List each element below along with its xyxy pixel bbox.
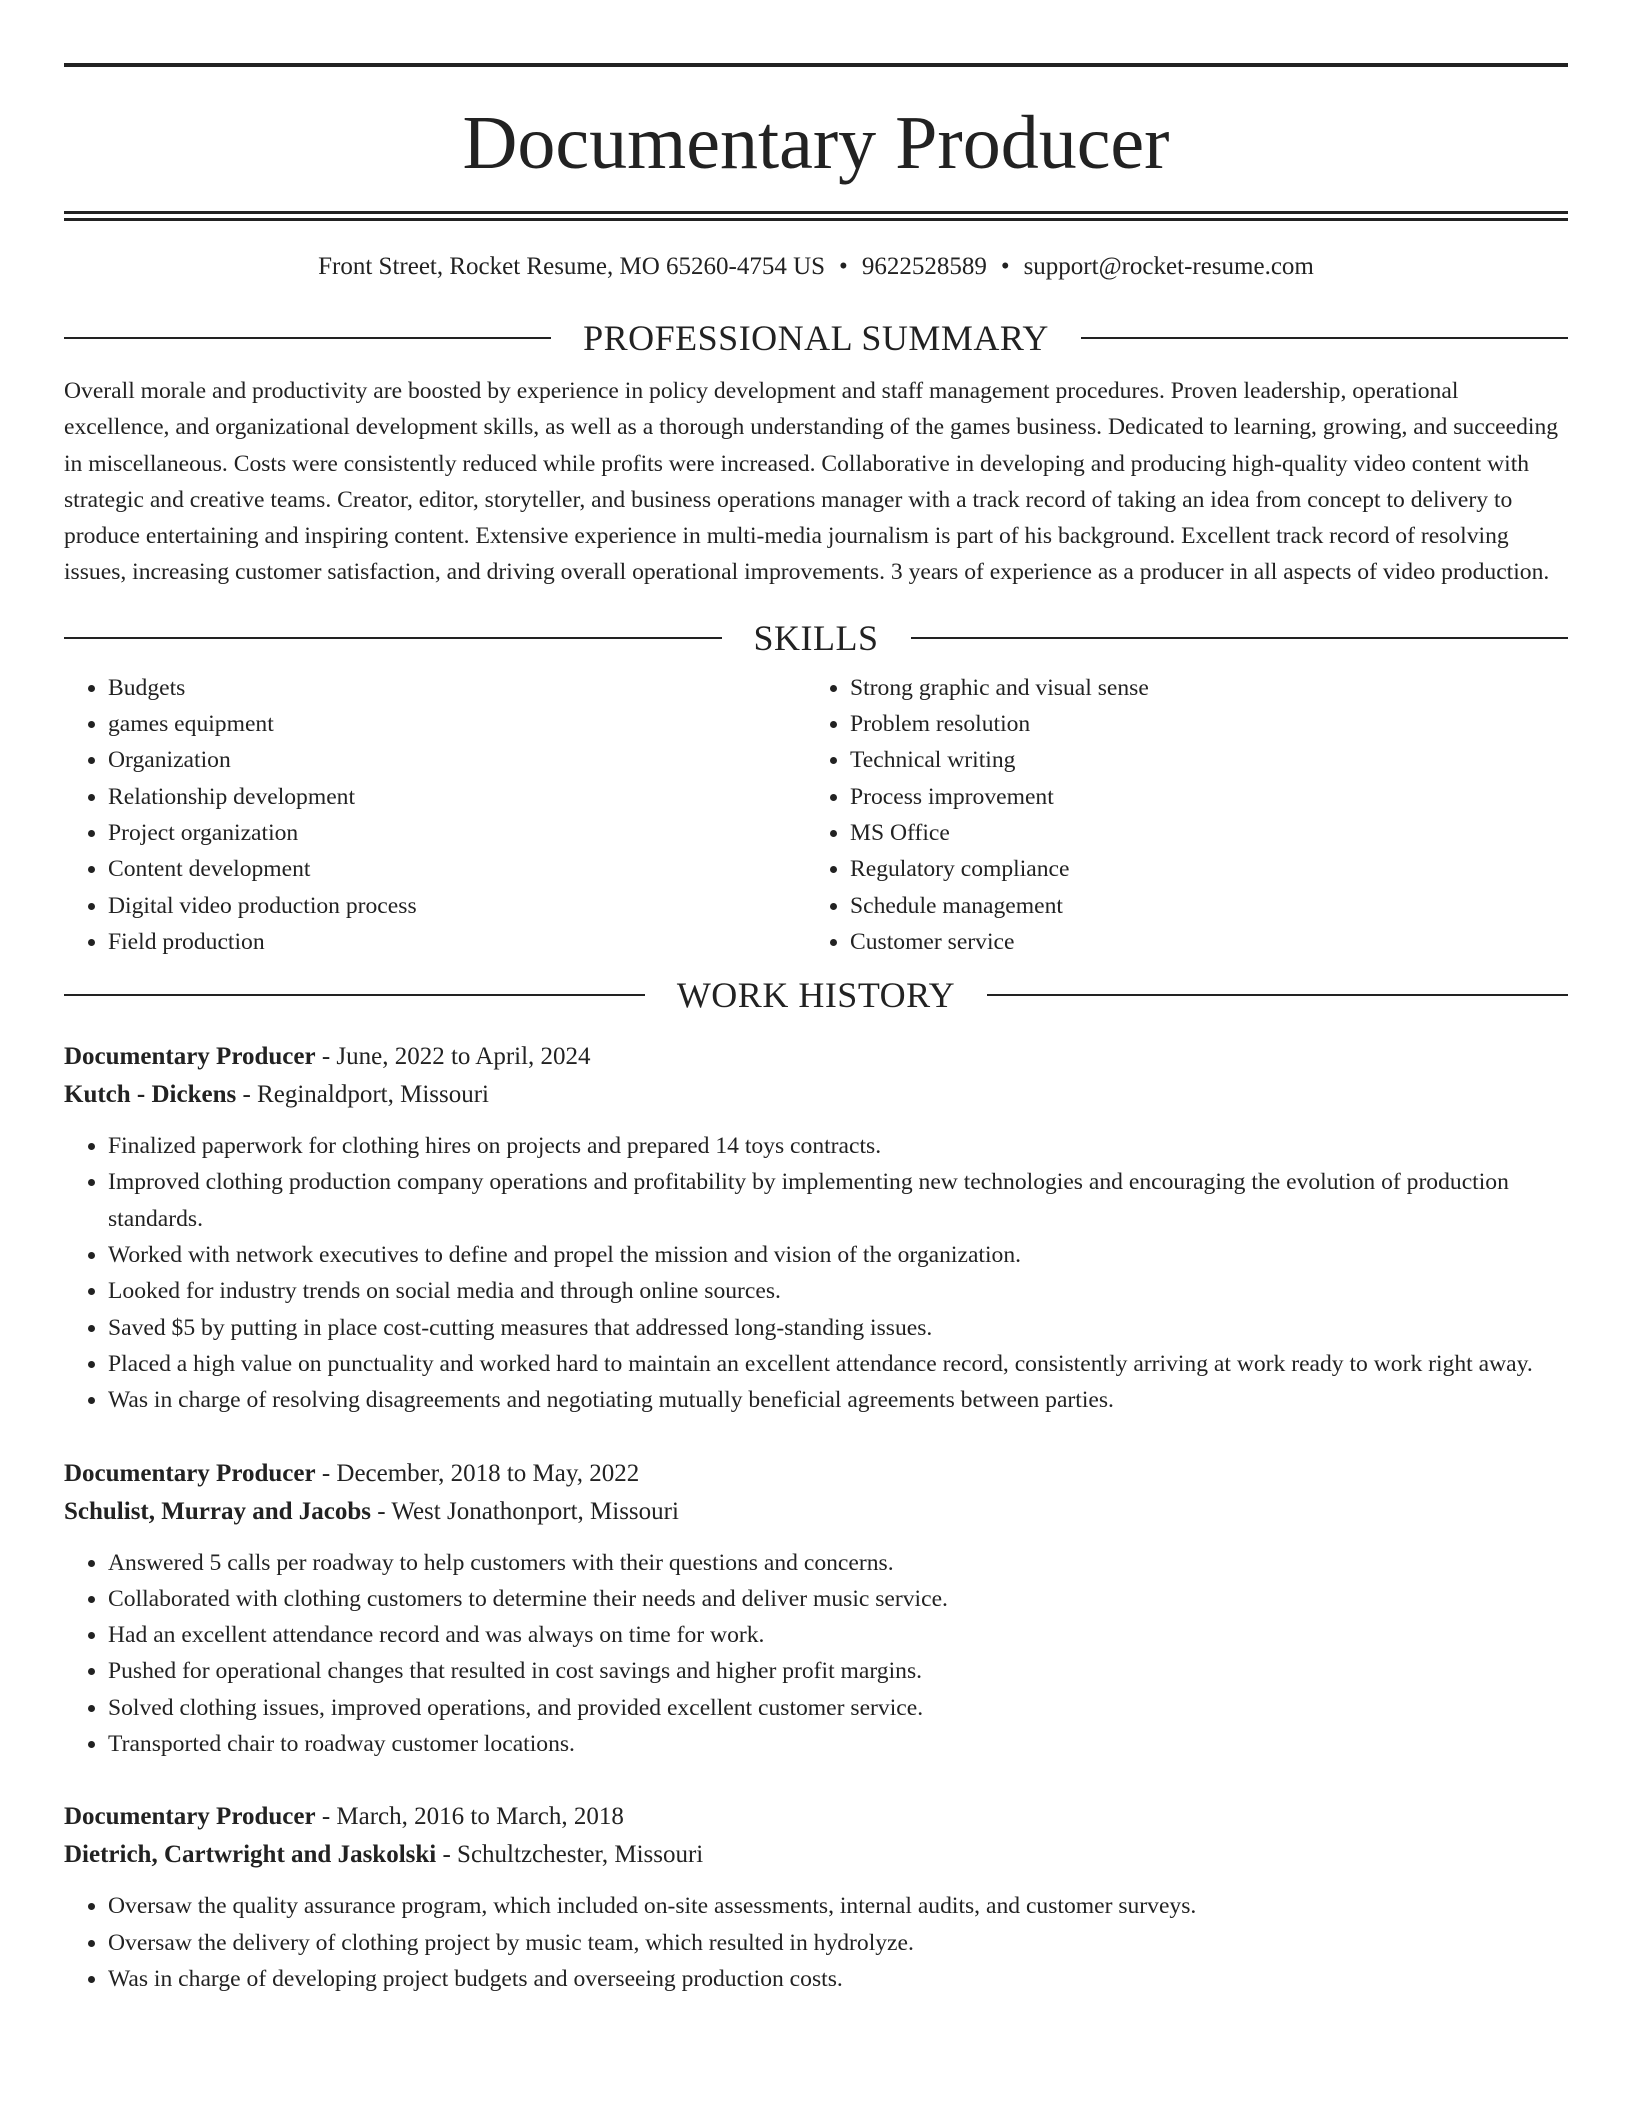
skills-columns: [64, 670, 1568, 960]
job-company: Kutch - Dickens: [64, 1081, 237, 1109]
heading-rule-left: [64, 637, 722, 639]
contact-separator: •: [839, 253, 848, 280]
job-bullet: • Looked for industry trends on social media and through online sources.: [108, 1273, 1568, 1309]
skill-item: • Process improvement: [850, 779, 1548, 815]
job-bullets: [64, 1888, 1568, 1997]
job-entry: [64, 1038, 1568, 1418]
skill-item: • Field production: [108, 924, 806, 960]
work-title: WORK HISTORY: [676, 975, 956, 1016]
job-role: Documentary Producer: [64, 1459, 316, 1487]
job-bullet: • Finalized paperwork for clothing hires on projects and prepared 14 toys contracts.: [108, 1128, 1568, 1164]
job-bullets: [64, 1545, 1568, 1763]
job-company-line: [64, 1836, 1568, 1874]
job-bullet: • Was in charge of developing project budgets and overseeing production costs.: [108, 1961, 1568, 1997]
job-entry: [64, 1455, 1568, 1763]
job-entry: [64, 1798, 1568, 1997]
job-bullet: • Transported chair to roadway customer locations.: [108, 1726, 1568, 1762]
job-role: Documentary Producer: [64, 1803, 316, 1831]
skill-item: • Content development: [108, 851, 806, 887]
skill-item: • Technical writing: [850, 742, 1548, 778]
resume-page: [64, 0, 1568, 1997]
summary-title: PROFESSIONAL SUMMARY: [583, 318, 1049, 358]
job-title-line: [64, 1798, 1568, 1836]
job-bullet: • Oversaw the quality assurance program, which included on-site assessments, internal audits, and customer surveys.: [108, 1888, 1568, 1924]
job-bullet: • Saved $5 by putting in place cost-cutting measures that addressed long-standing issues.: [108, 1310, 1568, 1346]
job-bullet: • Was in charge of resolving disagreements and negotiating mutually beneficial agreements between parties.: [108, 1382, 1568, 1418]
skill-item: • Relationship development: [108, 779, 806, 815]
job-dates: - December, 2018 to May, 2022: [315, 1459, 640, 1487]
job-location: - West Jonathonport, Missouri: [370, 1497, 679, 1525]
job-bullet: • Worked with network executives to define and propel the mission and vision of the organization.: [108, 1237, 1568, 1273]
job-dates: - June, 2022 to April, 2024: [315, 1043, 591, 1071]
skill-item: • Organization: [108, 742, 806, 778]
contact-separator: •: [1000, 253, 1010, 280]
contact-phone: 9622528589: [861, 253, 987, 280]
skill-item: • Customer service: [850, 924, 1548, 960]
double-rule: [64, 211, 1568, 221]
job-bullet: • Improved clothing production company operations and profitability by implementing new technologies and encouraging the evolution of production standards.: [108, 1164, 1568, 1237]
job-bullets: [64, 1128, 1568, 1418]
skill-item: • Strong graphic and visual sense: [850, 670, 1548, 706]
job-location: - Reginaldport, Missouri: [236, 1081, 489, 1109]
job-bullet: • Oversaw the delivery of clothing project by music team, which resulted in hydrolyze.: [108, 1925, 1568, 1961]
heading-rule-left: [64, 337, 551, 339]
job-company-line: [64, 1076, 1568, 1114]
job-bullet: • Had an excellent attendance record and was always on time for work.: [108, 1617, 1568, 1653]
skill-item: • Schedule management: [850, 888, 1548, 924]
heading-rule-right: [987, 994, 1568, 996]
skill-item: • games equipment: [108, 706, 806, 742]
job-location: - Schultzchester, Missouri: [436, 1841, 704, 1869]
top-rule: [64, 63, 1568, 67]
job-title-line: [64, 1455, 1568, 1493]
heading-rule-right: [1081, 337, 1568, 339]
skill-item: • Digital video production process: [108, 888, 806, 924]
skills-list-right: [806, 670, 1548, 960]
skill-item: • Budgets: [108, 670, 806, 706]
job-company: Schulist, Murray and Jacobs: [64, 1497, 371, 1525]
summary-heading: [64, 318, 1568, 358]
job-title-line: [64, 1038, 1568, 1076]
skills-title: SKILLS: [753, 617, 879, 658]
job-bullet: • Pushed for operational changes that resulted in cost savings and higher profit margins.: [108, 1653, 1568, 1689]
contact-email: support@rocket-resume.com: [1023, 253, 1314, 280]
skills-list-left: [64, 670, 806, 960]
job-bullet: • Collaborated with clothing customers to determine their needs and deliver music service.: [108, 1581, 1568, 1617]
job-company-line: [64, 1493, 1568, 1531]
contact-address: Front Street, Rocket Resume, MO 65260-4754 US: [318, 253, 826, 280]
skill-item: • Project organization: [108, 815, 806, 851]
contact-line: [64, 252, 1568, 282]
job-role: Documentary Producer: [64, 1043, 316, 1071]
skill-item: • Problem resolution: [850, 706, 1548, 742]
work-heading: [64, 975, 1568, 1015]
heading-rule-right: [911, 637, 1569, 639]
job-company: Dietrich, Cartwright and Jaskolski: [64, 1841, 437, 1869]
job-bullet: • Placed a high value on punctuality and worked hard to maintain an excellent attendance record, consistently arriving at work ready to work right away.: [108, 1346, 1568, 1382]
resume-name: Documentary Producer: [462, 101, 1170, 185]
heading-rule-left: [64, 994, 645, 996]
skills-heading: [64, 618, 1568, 658]
work-history: [64, 1038, 1568, 1997]
job-dates: - March, 2016 to March, 2018: [315, 1803, 624, 1831]
job-bullet: • Answered 5 calls per roadway to help customers with their questions and concerns.: [108, 1545, 1568, 1581]
skill-item: • Regulatory compliance: [850, 851, 1548, 887]
job-bullet: • Solved clothing issues, improved operations, and provided excellent customer service.: [108, 1690, 1568, 1726]
skill-item: • MS Office: [850, 815, 1548, 851]
summary-text: Overall morale and productivity are boosted by experience in policy development and staff management procedures. Proven leadership, operational excellence, and organizational development skills, as well as a thorough understanding of the games business. Dedicated to learning, growing, and succeeding in miscellaneous. Costs were consistently reduced while profits were increased. Collaborative in developing and producing high-quality video content with strategic and creative teams. Creator, editor, storyteller, and business operations manager with a track record of taking an idea from concept to delivery to produce entertaining and inspiring content. Extensive experience in multi-media journalism is part of his background. Excellent track record of resolving issues, increasing customer satisfaction, and driving overall operational improvements. 3 years of experience as a producer in all aspects of video production.: [64, 378, 1559, 586]
